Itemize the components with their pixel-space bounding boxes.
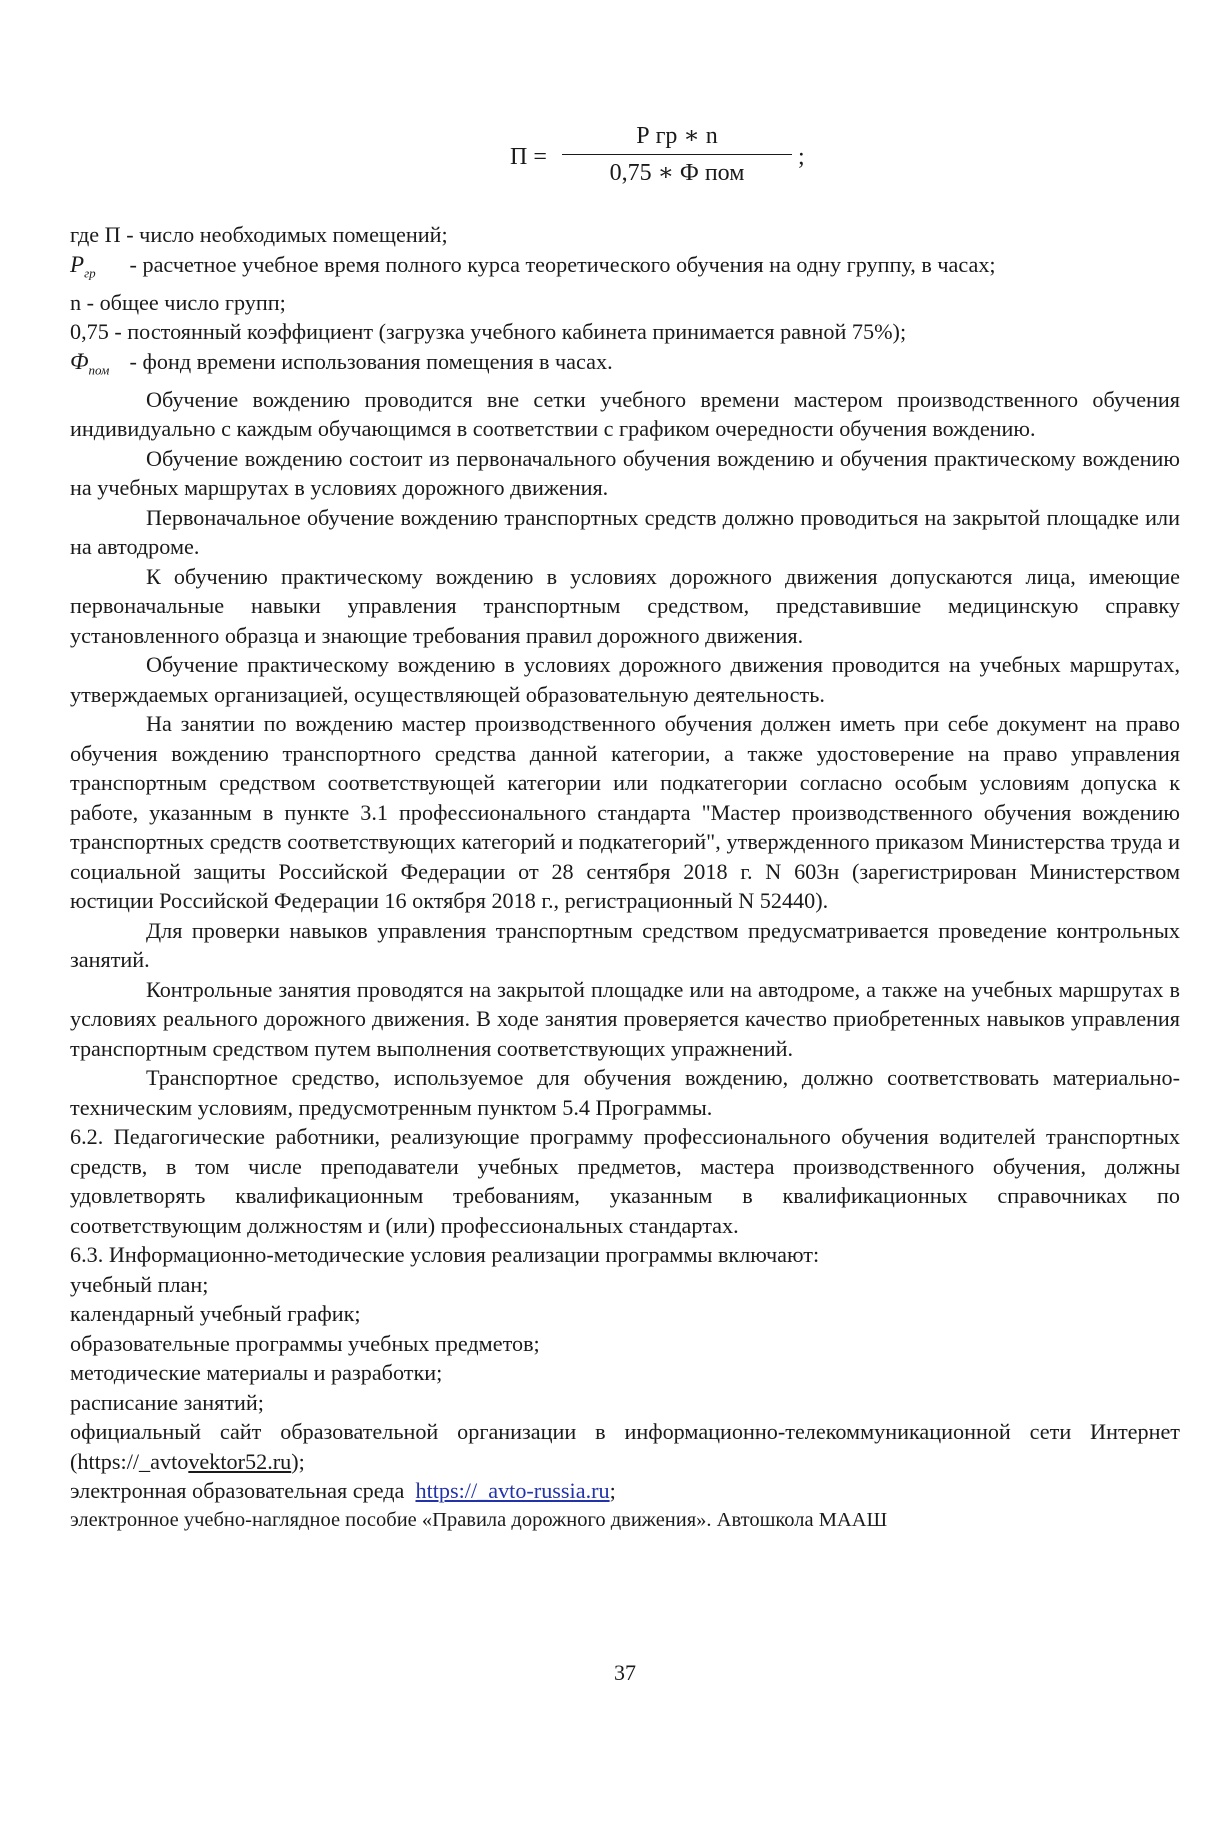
avto-russia-link[interactable]: https://_avto-russia.ru — [415, 1478, 610, 1504]
fraction-bar — [562, 154, 792, 155]
section-6-2: 6.2. Педагогические работники, реализующие программу профессионального обучения водителей транспортных средств, в том числе преподаватели учебных предметов, мастера производственного обучения, должны удовлетворять квалификационным требованиям, указанным в квалификационных справочниках по соответствующим должностям и (или) профессиональных стандартах. — [70, 1124, 1180, 1238]
page-number: 37 — [614, 1660, 636, 1685]
paragraph: Обучение вождению проводится вне сетки учебного времени мастером производственного обучения индивидуально с каждым обучающимся в соответствии с графиком очередности обучения вождению. — [70, 386, 1180, 442]
document-body — [70, 220, 1180, 1535]
paragraph: Для проверки навыков управления транспортным средством предусматривается проведение контрольных занятий. — [70, 917, 1180, 973]
list-item: методические материалы и разработки; — [70, 1360, 443, 1386]
definition-p: где П - число необходимых помещений; — [70, 222, 448, 247]
paragraph: На занятии по вождению мастер производственного обучения должен иметь при себе документ на право обучения вождению транспортного средства данной категории, а также удостоверение на право управления транспортным средством соответствующей категории или подкатегории согласно особым условиям допуска к работе, указанным в пункте 3.1 профессионального стандарта "Мастер производственного обучения вождению транспортных средств соответствующих категорий и подкатегорий", утвержденного приказом Министерства труда и социальной защиты Российской Федерации от 28 сентября 2018 г. N 603н (зарегистрирован Министерством юстиции Российской Федерации 16 октября 2018 г., регистрационный N 52440). — [70, 711, 1180, 914]
formula-fraction — [562, 120, 792, 189]
official-site-item: официальный сайт образовательной организации в информационно-телекоммуникационной сети Интернет (https://_avtovektor52.ru); — [70, 1419, 1180, 1474]
site-url-part[interactable]: vektor52.ru — [188, 1448, 292, 1474]
formula-lhs: П = — [510, 144, 547, 170]
fpom-symbol: $Ф_{пом}$ — [70, 348, 110, 378]
list-item: учебный план; — [70, 1271, 209, 1297]
paragraph: Обучение практическому вождению в условиях дорожного движения проводится на учебных маршрутах, утверждаемых организацией, осуществляющей образовательную деятельность. — [70, 652, 1180, 707]
room-count-formula — [70, 120, 1180, 195]
paragraph: Транспортное средство, используемое для обучения вождению, должно соответствовать материально-техническим условиям, предусмотренным пунктом 5.4 Программы. — [70, 1065, 1180, 1120]
definition-k: 0,75 - постоянный коэффициент (загрузка учебного кабинета принимается равной 75%); — [70, 319, 907, 345]
paragraph: Первоначальное обучение вождению транспортных средств должно проводиться на закрытой площадке или на автодроме. — [70, 504, 1180, 560]
definition-fpom: $Ф_{пом}$ - фонд времени использования помещения в часах. — [70, 347, 1180, 385]
paragraph: Обучение вождению состоит из первоначального обучения вождению и обучения практическому вождению на учебных маршрутах в условиях дорожного движения. — [70, 445, 1180, 501]
definition-rgr: $P_{гр}$ - расчетное учебное время полного курса теоретического обучения на одну группу, в часах; — [70, 250, 1180, 288]
paragraph: К обучению практическому вождению в условиях дорожного движения допускаются лица, имеющие первоначальные навыки управления транспортным средством, представившие медицинскую справку установленного образца и знающие требования правил дорожного движения. — [70, 563, 1180, 648]
list-item: расписание занятий; — [70, 1389, 264, 1415]
list-item: календарный учебный график; — [70, 1301, 361, 1327]
paragraph: Контрольные занятия проводятся на закрытой площадке или на автодроме, а также на учебных маршрутах в условиях реального дорожного движения. В ходе занятия проверяется качество приобретенных навыков управления транспортным средством путем выполнения соответствующих упражнений. — [70, 976, 1180, 1061]
formula-numerator: Р гр ∗ n — [636, 123, 718, 149]
formula-denominator: 0,75 ∗ Ф пом — [609, 160, 745, 186]
electronic-env-item: электронная образовательная среда https://_avto-russia.ru; — [70, 1478, 616, 1504]
manual-item: электронное учебно-наглядное пособие «Правила дорожного движения». Автошкола МААШ — [70, 1508, 888, 1531]
rgr-symbol: $P_{гр}$ — [70, 251, 96, 281]
list-item: образовательные программы учебных предметов; — [70, 1330, 540, 1356]
section-6-3: 6.3. Информационно-методические условия реализации программы включают: — [70, 1242, 820, 1268]
definition-n: n - общее число групп; — [70, 289, 286, 315]
formula-semicolon: ; — [798, 144, 805, 170]
